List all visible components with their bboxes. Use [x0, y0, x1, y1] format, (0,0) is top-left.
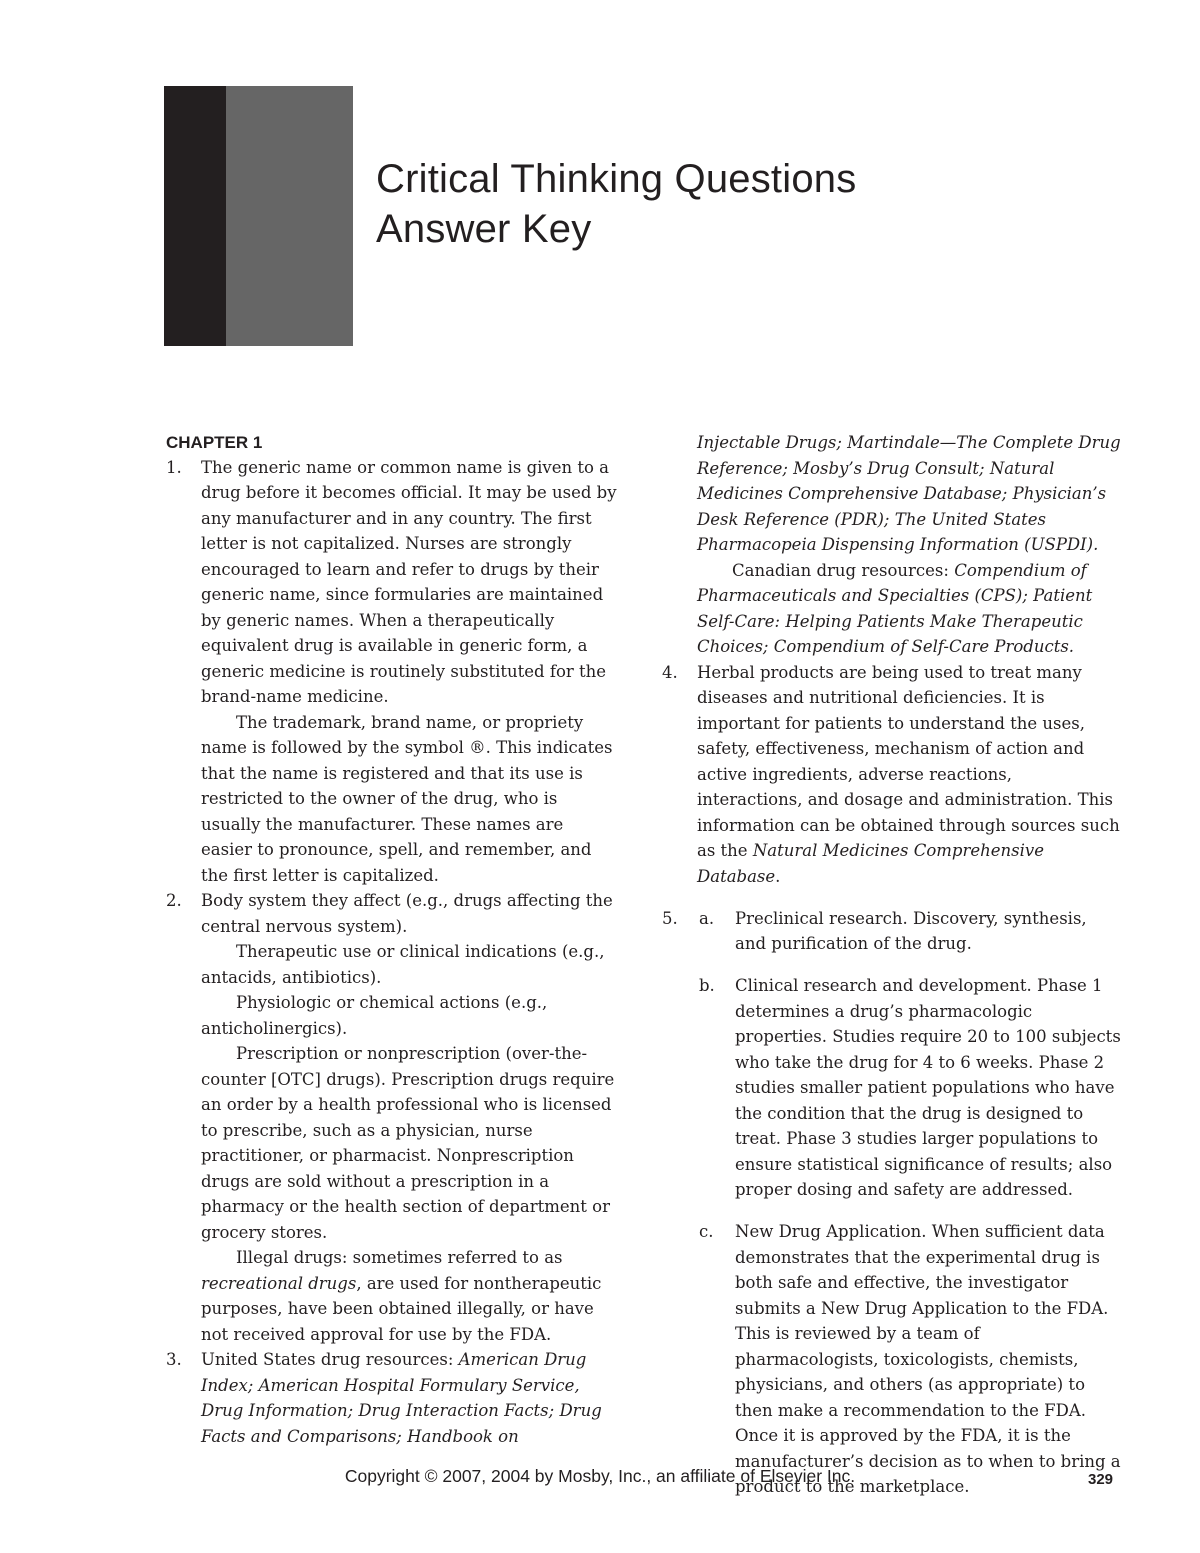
page-title-line-2: Answer Key	[376, 207, 592, 251]
page-number: 329	[1088, 1471, 1114, 1488]
answer-5b-text: Clinical research and development. Phase 1 determines a drug’s pharmacologic properties. Studies require 20 to 100 subjects who take the drug for 4 to 6 weeks. Phase 2 studies smaller patient populations who have the condition that the drug is designed to treat. Phase 3 studies larger populations to ensure statistical significance of results; also proper dosing and safety are addressed.	[735, 976, 1121, 1199]
answer-3-number: 3.	[166, 1350, 182, 1369]
answer-5-number: 5.	[662, 908, 678, 928]
answer-1-number: 1.	[166, 457, 182, 477]
answer-4-emphasis: Natural Medicines Comprehensive Database	[697, 841, 1044, 886]
answer-2-p5-emphasis: recreational drugs	[201, 1273, 357, 1293]
copyright-footer: Copyright © 2007, 2004 by Mosby, Inc., an affiliate of Elsevier Inc.	[344, 1466, 856, 1486]
answer-3-paragraph-1	[201, 1347, 618, 1449]
answer-5c-text: New Drug Application. When sufficient data demonstrates that the experimental drug is both safe and effective, the investigator submits a New Drug Application to the FDA. This is reviewed by a team of pharmacologists, toxicologists, chemists, physicians, and others (as appropriate) to then make a recommendation to the FDA. Once it is approved by the FDA, it is the manufacturer’s decision as to when to bring a product to the marketplace.	[735, 1222, 1121, 1496]
answer-4	[662, 660, 1122, 890]
left-column	[166, 430, 618, 1449]
answer-3-us-resources: American Drug Index; American Hospital Formulary Service, Drug Information; Drug Interaction Facts; Drug Facts and Comparisons; Handbook on	[201, 1350, 602, 1446]
answer-5c	[662, 1219, 1122, 1500]
answer-2	[166, 888, 618, 1347]
chapter-tab-gray-block	[226, 86, 353, 346]
answer-3-lead: United States drug resources:	[201, 1350, 459, 1369]
answer-1	[166, 455, 618, 889]
answer-4-end: .	[775, 866, 781, 886]
answer-2-p5-rest: , are used for nontherapeutic purposes, have been obtained illegally, or have not received approval for use by the FDA.	[201, 1273, 602, 1344]
answer-5a	[662, 906, 1122, 957]
answer-5a-letter: a.	[699, 908, 715, 928]
answer-2-paragraph-5	[201, 1245, 618, 1347]
answer-3-canadian-list: Compendium of Pharmaceuticals and Specialties (CPS); Patient Self-Care: Helping Patients Make Therapeutic Choices; Compendium of Self-Care Products.	[697, 560, 1093, 656]
answer-4-number: 4.	[662, 662, 678, 682]
page-title-line-1: Critical Thinking Questions	[376, 157, 857, 201]
answer-5b	[662, 973, 1122, 1203]
answer-2-p5-lead: Illegal drugs: sometimes referred to as	[236, 1248, 563, 1267]
answer-4-paragraph	[697, 660, 1122, 890]
answer-2-paragraph-2: Therapeutic use or clinical indications (e.g., antacids, antibiotics).	[201, 942, 605, 987]
answer-1-paragraph-1: The generic name or common name is given to a drug before it becomes official. It may be used by any manufacturer and in any country. The first letter is not capitalized. Nurses are strongly encouraged to learn and refer to drugs by their generic name, since formularies are maintained by generic names. When a therapeutically equivalent drug is available in generic form, a generic medicine is routinely substituted for the brand-name medicine.	[201, 457, 617, 706]
answer-5b-letter: b.	[699, 976, 715, 995]
answer-5c-letter: c.	[699, 1222, 714, 1241]
answer-2-paragraph-3: Physiologic or chemical actions (e.g., anticholinergics).	[201, 993, 548, 1038]
answer-1-paragraph-2: The trademark, brand name, or propriety name is followed by the symbol ®. This indicates that the name is registered and that its use is restricted to the owner of the drug, who is usually the manufacturer. These names are easier to pronounce, spell, and remember, and the first letter is capitalized.	[201, 712, 613, 885]
answer-5a-text: Preclinical research. Discovery, synthesis, and purification of the drug.	[735, 908, 1087, 953]
answer-2-paragraph-4: Prescription or nonprescription (over-the-counter [OTC] drugs). Prescription drugs require an order by a health professional who is licensed to prescribe, such as a physician, nurse practitioner, or pharmacist. Nonprescription drugs are sold without a prescription in a pharmacy or the health section of department or grocery stores.	[201, 1044, 615, 1242]
chapter-tab-dark-block	[164, 86, 226, 346]
right-column	[662, 430, 1122, 1516]
answer-3-us-resources-continued: Injectable Drugs; Martindale—The Complete Drug Reference; Mosby’s Drug Consult; Natural Medicines Comprehensive Database; Physician’s Desk Reference (PDR); The United States Pharmacopeia Dispensing Information (USPDI).	[697, 433, 1121, 554]
answer-3	[166, 1347, 618, 1449]
page-title	[376, 154, 856, 254]
answer-3-canadian-resources	[697, 558, 1122, 660]
answer-3-continued	[697, 430, 1122, 558]
answer-2-paragraph-1: Body system they affect (e.g., drugs affecting the central nervous system).	[201, 891, 613, 936]
answer-3-canadian-lead: Canadian drug resources:	[732, 560, 955, 580]
chapter-heading: CHAPTER 1	[166, 433, 263, 452]
answer-2-number: 2.	[166, 891, 182, 910]
answer-4-text: Herbal products are being used to treat many diseases and nutritional deficiencies. It is important for patients to understand the uses, safety, effectiveness, mechanism of action and active ingredients, adverse reactions, interactions, and dosage and administration. This information can be obtained through sources such as the	[697, 662, 1120, 860]
